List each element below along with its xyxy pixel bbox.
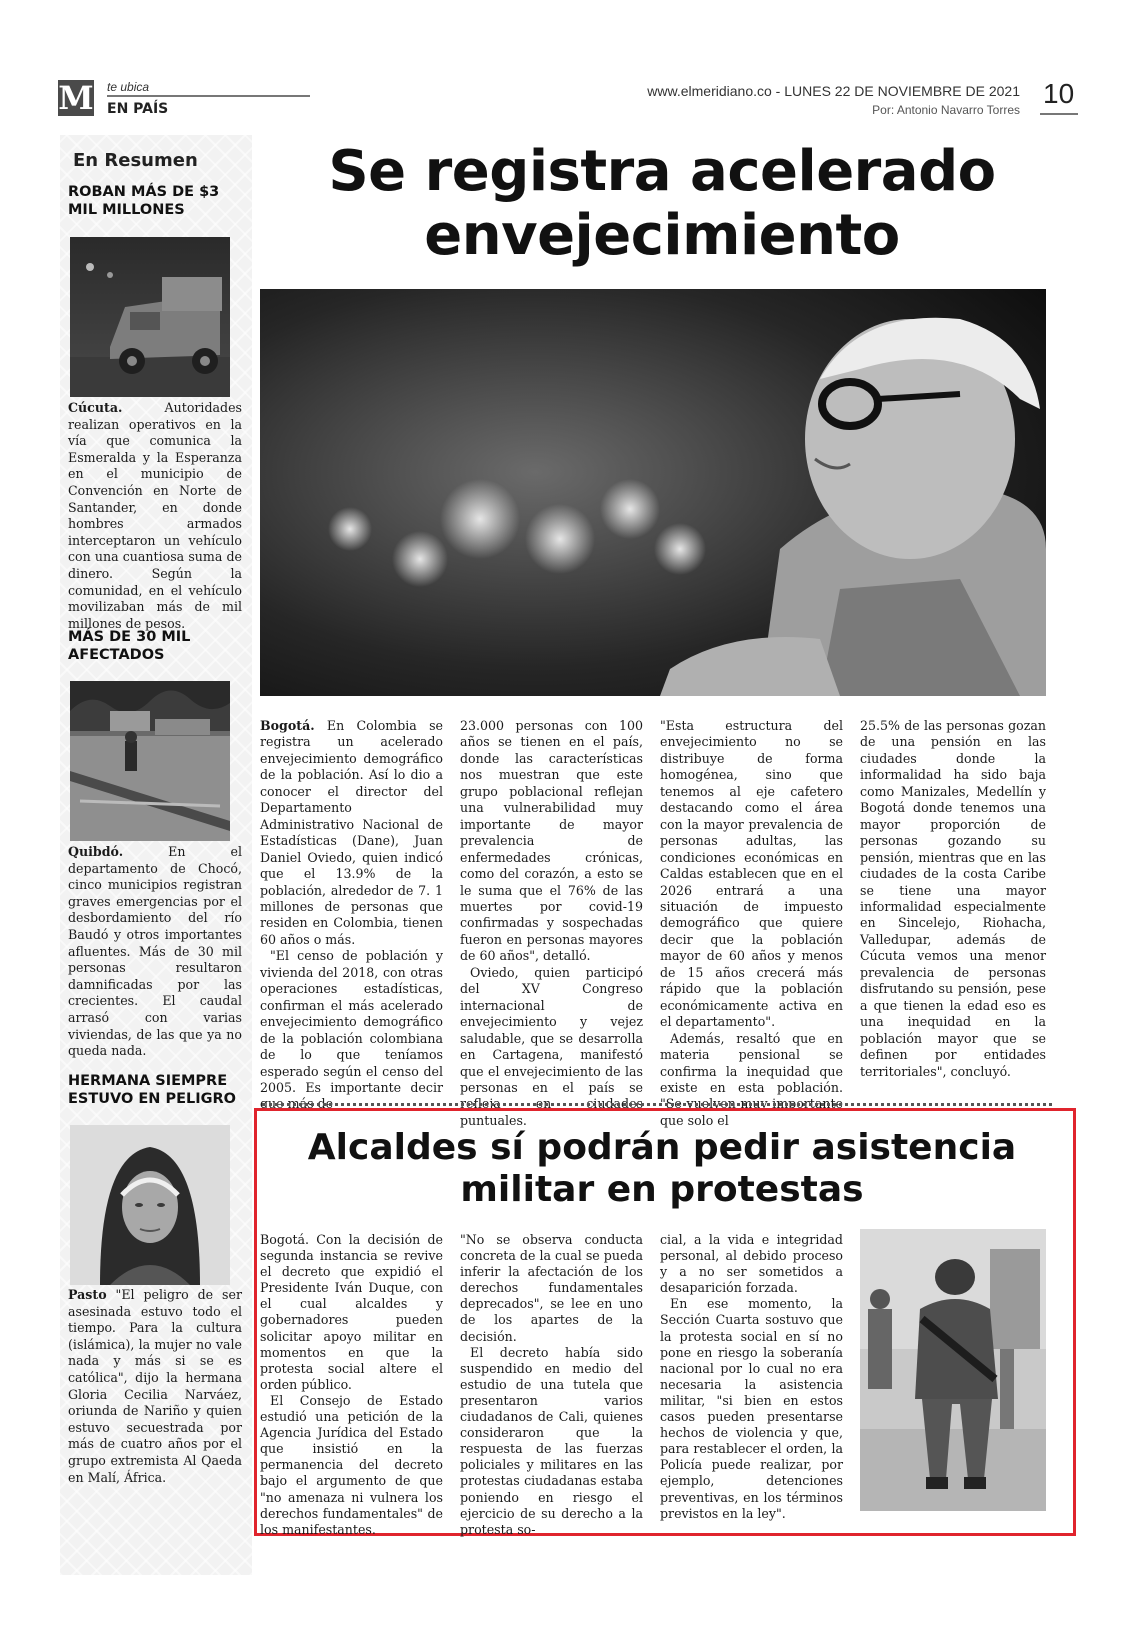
boxed-headline: Alcaldes sí podrán pedir asistencia militar en protestas [307, 1127, 1017, 1210]
nun-portrait-photo [70, 1125, 230, 1285]
paragraph: En ese momento, la Sección Cuarta sostuvo que la protesta social en sí no pone en riesgo la soberanía nacional por lo cual no era necesaria la asistencia militar, "si bien en estos casos pueden presentarse hechos de violencia y que, para restablecer el orden, la Policía puede realizar, por ejemplo, detenciones preventivas, en los términos previstos en la ley". [660, 1296, 843, 1521]
paragraph: El decreto había sido suspendido en medio del estudio de una tutela que presentaron varios ciudadanos de Cali, quienes consideraron que la respuesta de las fuerzas policiales y militares en las protestas ciudadanas estaba poniendo en riesgo el ejercicio de su derecho a la protesta so- [460, 1344, 643, 1537]
sidebar-title: En Resumen [73, 150, 198, 171]
sidebar-text-nun [68, 1287, 242, 1527]
flood-photo [70, 681, 230, 841]
paragraph: Además, resaltó que en materia pensional se confirma la inequidad que existe en esta población. "Se vuelven muy importante que solo el [660, 1030, 843, 1128]
soldier-photo [860, 1229, 1046, 1511]
sidebar-heading-flood: MÁS DE 30 MIL AFECTADOS [68, 629, 191, 663]
section-name: EN PAÍS [107, 101, 169, 117]
paragraph: "Esta estructura del envejecimiento no se distribuye de forma homogénea, sino que tenemos al eje cafetero destacando como el área con la mayor prevalencia de personas adultas, las condiciones económicas en Caldas establecen que en el 2026 entrará a una situación de impuesto demográfico que quiere decir que la población mayor de 60 años y menos de 15 años crecerá más rápido que la población económicamente activa en el departamento". [660, 718, 843, 1030]
dateline: Bogotá. [260, 718, 315, 733]
byline: Por: Antonio Navarro Torres [872, 103, 1020, 117]
section-rule [107, 95, 310, 97]
sidebar-text-flood [68, 844, 242, 1059]
paragraph: El Consejo de Estado estudió una petición de la Agencia Jurídica del Estado que insistió en la permanencia del decreto bajo el argumento de que "no amenaza ni vulnera los derechos fundamentales" de los manifestantes. [260, 1392, 443, 1537]
sidebar-body: Autoridades realizan operativos en la vía que comunica la Esmeralda y la Esperanza en el municipio de Convención en Norte de Santander, en donde hombres armados interceptaron un vehículo con una cuantiosa suma de dinero. Según la comunidad, en el vehículo movilizaban más de mil millones de pesos. [68, 400, 242, 631]
paragraph: 23.000 personas con 100 años se tienen en el país, donde las características nos muestran que este grupo poblacional reflejan una vulnerabilidad muy importante de mayor prevalencia de enfermedades crónicas, como del corazón, a esto se le suma que el 76% de las muertes por covid-19 confirmadas y sospechadas fueron en personas mayores de 60 años", detalló. [460, 718, 643, 964]
paragraph: 25.5% de las personas gozan de una pensión en las ciudades donde la informalidad ha sido baja como Manizales, Medellín y Bogotá donde tenemos una mayor proporción de personas gozando su pensión, mientras que en las ciudades de la costa Caribe se tiene una mayor informalidad especialmente en Sincelejo, Riohacha, Valledupar, además de Cúcuta vemos una menor prevalencia de personas disfrutando su pensión, pese a que tienen la edad eso es una inequidad en la población mayor que se definen por entidades territoriales", concluyó. [860, 718, 1046, 1079]
paragraph: "El censo de población y vivienda del 2018, con otras operaciones estadísticas, confirman el más acelerado envejecimiento demográfico de la población colombiana de lo que teníamos esperado según el censo del 2005. Es importante decir que más de [260, 948, 443, 1112]
main-article-column-4 [860, 718, 1046, 1080]
boxed-article-column-1 [260, 1232, 443, 1538]
dateline: Cúcuta. [68, 400, 123, 415]
sidebar-body: "El peligro de ser asesinada estuvo todo el tiempo. Para la cultura (islámica), la mujer no vale nada y más si se es católica", dijo la hermana Gloria Cecilia Narváez, oriunda de Nariño y quien estuvo secuestrada por más de cuatro años por el grupo extremista Al Qaeda en Malí, África. [68, 1287, 242, 1485]
main-article-column-2 [460, 718, 643, 1129]
boxed-article-column-3 [660, 1232, 843, 1522]
sidebar-heading-nun: HERMANA SIEMPRE ESTUVO EN PELIGRO [68, 1073, 237, 1107]
paragraph: Bogotá. Con la decisión de segunda instancia se revive el decreto que expidió el Presidente Iván Duque, con el cual alcaldes y gobernadores pueden solicitar apoyo militar en momentos en que la protesta social altere el orden público. [260, 1232, 443, 1392]
paragraph: cial, a la vida e integridad personal, al debido proceso y a no ser sometidos a desaparición forzada. [660, 1232, 843, 1296]
section-kicker: te ubica [107, 80, 150, 94]
newspaper-logo: M [58, 79, 94, 117]
page-number: 10 [1043, 78, 1075, 109]
paragraph: Oviedo, quien participó del XV Congreso internacional de envejecimiento y vejez saludable, que se desarrolla en Cartagena, manifestó que el envejecimiento de las personas en el país se refleja en ciudades puntuales. [460, 964, 643, 1128]
page-number-rule [1040, 113, 1078, 115]
site-and-date: www.elmeridiano.co - LUNES 22 DE NOVIEMBRE DE 2021 [647, 83, 1020, 99]
main-headline: Se registra acelerado envejecimiento [328, 139, 996, 268]
main-article-column-3 [660, 718, 843, 1129]
boxed-article-column-2 [460, 1232, 643, 1538]
sidebar-heading-robbery: ROBAN MÁS DE $3 MIL MILLONES [68, 184, 220, 218]
sidebar-body: En el departamento de Chocó, cinco municipios registran graves emergencias por el desbordamiento del río Baudó y otros importantes afluentes. Más de 30 mil personas resultaron damnificadas por las crecientes. El caudal arrasó con varias viviendas, de las que ya no queda nada. [68, 844, 242, 1059]
article-divider [262, 1103, 1052, 1106]
paragraph: Bogotá. En Colombia se registra un acelerado envejecimiento demográfico de la población. Así lo dio a conocer el director del Departamento Administrativo Nacional de Estadísticas (Dane), Juan Daniel Oviedo, quien indicó que el 13.9% de la población, alrededor de 7. 1 millones de personas que residen en Colombia, tienen 60 años o más. [260, 718, 443, 947]
dateline: Pasto [68, 1287, 107, 1302]
truck-photo [70, 237, 230, 397]
main-article-column-1 [260, 718, 443, 1113]
elderly-man-photo [260, 289, 1046, 696]
sidebar-text-robbery [68, 400, 242, 631]
dateline: Quibdó. [68, 844, 124, 859]
paragraph: "No se observa conducta concreta de la cual se pueda inferir la afectación de los derechos fundamentales deprecados", se lee en uno de los apartes de la decisión. [460, 1232, 643, 1344]
